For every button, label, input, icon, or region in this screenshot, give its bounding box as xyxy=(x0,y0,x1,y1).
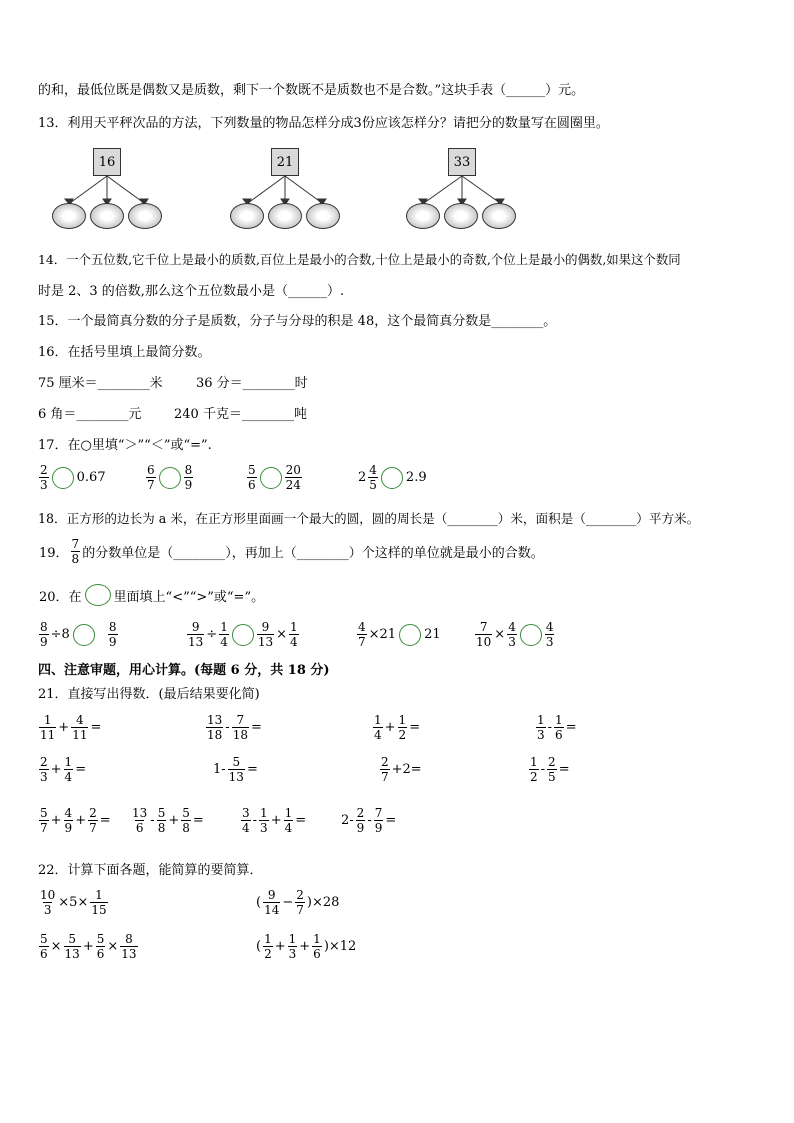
q20-item-1: $\frac{8}{9}$ ÷8 $\frac{8}{9}$ xyxy=(40,620,117,649)
circle-icon xyxy=(85,584,111,606)
q21-expr: 2- $\frac{2}{9}$ - $\frac{7}{9}$ = xyxy=(341,806,397,835)
q20-item-2: $\frac{9}{13}$ ÷ $\frac{1}{4}$ $\frac{9}{13}$ × $\frac{1}{4}$ xyxy=(188,620,298,649)
question-20: 20．在 里面填上“<”“>”或“=”。 xyxy=(38,584,265,606)
compare-circle[interactable] xyxy=(381,467,403,489)
answer-circle[interactable] xyxy=(230,203,264,229)
question-17: 17．在○里填“＞”“＜”或“=”. xyxy=(38,438,212,453)
q13-box-21: 21 xyxy=(271,148,299,176)
compare-circle[interactable] xyxy=(399,624,421,646)
question-22: 22．计算下面各题，能简算的要简算． xyxy=(38,863,263,878)
q17-item-1: $\frac{2}{3}$ 0.67 xyxy=(40,463,106,492)
answer-circle[interactable] xyxy=(90,203,124,229)
answer-circle[interactable] xyxy=(406,203,440,229)
q13-box-16: 16 xyxy=(93,148,121,176)
q22-expr-3: $\frac{5}{6}$ × $\frac{5}{13}$ + $\frac{5}{6}$ × $\frac{8}{13}$ xyxy=(40,932,137,961)
question-15: 15．一个最简真分数的分子是质数，分子与分母的积是 48，这个最简真分数是________。 xyxy=(38,314,557,329)
question-14-line1: 14．一个五位数,它千位上是最小的质数,百位上是最小的合数,十位上是最小的奇数,个位上是最小的偶数,如果这个数同 xyxy=(38,252,681,267)
q21-expr: $\frac{2}{7}$ +2= xyxy=(381,755,422,784)
q16-item-d: 240 千克＝________吨 xyxy=(174,407,307,422)
q21-expr: $\frac{1}{3}$ - $\frac{1}{6}$ = xyxy=(537,713,577,742)
q21-expr: 1- $\frac{5}{13}$ = xyxy=(213,755,258,784)
q22-expr-1: $\frac{10}{3}$ ×5× $\frac{1}{15}$ xyxy=(40,888,107,917)
q20-item-3: $\frac{4}{7}$ ×21 21 xyxy=(358,620,441,649)
compare-circle[interactable] xyxy=(52,467,74,489)
question-19: 19． $\frac{7}{8}$ 的分数单位是（________），再加上（________）个这样的单位就是最小的合数。 xyxy=(39,537,544,566)
q21-expr: $\frac{3}{4}$ - $\frac{1}{3}$ + $\frac{1}{4}$ = xyxy=(242,806,307,835)
q17-item-4: 2 $\frac{4}{5}$ 2.9 xyxy=(358,463,427,492)
compare-circle[interactable] xyxy=(260,467,282,489)
q21-expr: $\frac{1}{11}$ + $\frac{4}{11}$ = xyxy=(40,713,102,742)
question-14-line2: 时是 2、3 的倍数,那么这个五位数最小是（______）. xyxy=(38,284,345,299)
q21-expr: $\frac{1}{4}$ + $\frac{1}{2}$ = xyxy=(374,713,421,742)
question-13: 13．利用天平秤次品的方法，下列数量的物品怎样分成3份应该怎样分？请把分的数量写在圆圈里。 xyxy=(38,116,609,131)
answer-circle[interactable] xyxy=(52,203,86,229)
section-4-heading: 四、注意审题，用心计算。(每题 6 分，共 18 分) xyxy=(38,663,330,678)
text-line-top: 的和，最低位既是偶数又是质数，剩下一个数既不是质数也不是合数。”这块手表（______）元。 xyxy=(38,83,585,98)
q16-item-c: 6 角＝________元 xyxy=(38,407,142,422)
question-21: 21．直接写出得数．(最后结果要化简) xyxy=(38,687,260,702)
q22-expr-4: ( $\frac{1}{2}$ + $\frac{1}{3}$ + $\frac{1}{6}$ )×12 xyxy=(256,932,357,961)
compare-circle[interactable] xyxy=(232,624,254,646)
q21-expr: $\frac{1}{2}$ - $\frac{2}{5}$ = xyxy=(530,755,570,784)
q21-expr: $\frac{13}{6}$ - $\frac{5}{8}$ + $\frac{5}{8}$ = xyxy=(132,806,204,835)
compare-circle[interactable] xyxy=(159,467,181,489)
question-18: 18．正方形的边长为 a 米，在正方形里面画一个最大的圆，圆的周长是（________）米，面积是（________）平方米。 xyxy=(38,511,700,526)
compare-circle[interactable] xyxy=(520,624,542,646)
answer-circle[interactable] xyxy=(482,203,516,229)
q17-item-2: $\frac{6}{7}$ $\frac{8}{9}$ xyxy=(147,463,193,492)
answer-circle[interactable] xyxy=(444,203,478,229)
q16-item-b: 36 分＝________时 xyxy=(196,376,308,391)
q21-expr: $\frac{5}{7}$ + $\frac{4}{9}$ + $\frac{2}{7}$ = xyxy=(40,806,111,835)
q16-item-a: 75 厘米＝________米 xyxy=(38,376,163,391)
q21-expr: $\frac{2}{3}$ + $\frac{1}{4}$ = xyxy=(40,755,87,784)
q13-box-33: 33 xyxy=(448,148,476,176)
compare-circle[interactable] xyxy=(73,624,95,646)
answer-circle[interactable] xyxy=(306,203,340,229)
answer-circle[interactable] xyxy=(268,203,302,229)
q21-expr: $\frac{13}{18}$ - $\frac{7}{18}$ = xyxy=(207,713,262,742)
question-16: 16．在括号里填上最简分数。 xyxy=(38,345,211,360)
answer-circle[interactable] xyxy=(128,203,162,229)
q22-expr-2: ( $\frac{9}{14}$ − $\frac{2}{7}$ )×28 xyxy=(256,888,340,917)
q20-item-4: $\frac{7}{10}$ × $\frac{4}{3}$ $\frac{4}{3}$ xyxy=(476,620,554,649)
q17-item-3: $\frac{5}{6}$ $\frac{20}{24}$ xyxy=(248,463,301,492)
